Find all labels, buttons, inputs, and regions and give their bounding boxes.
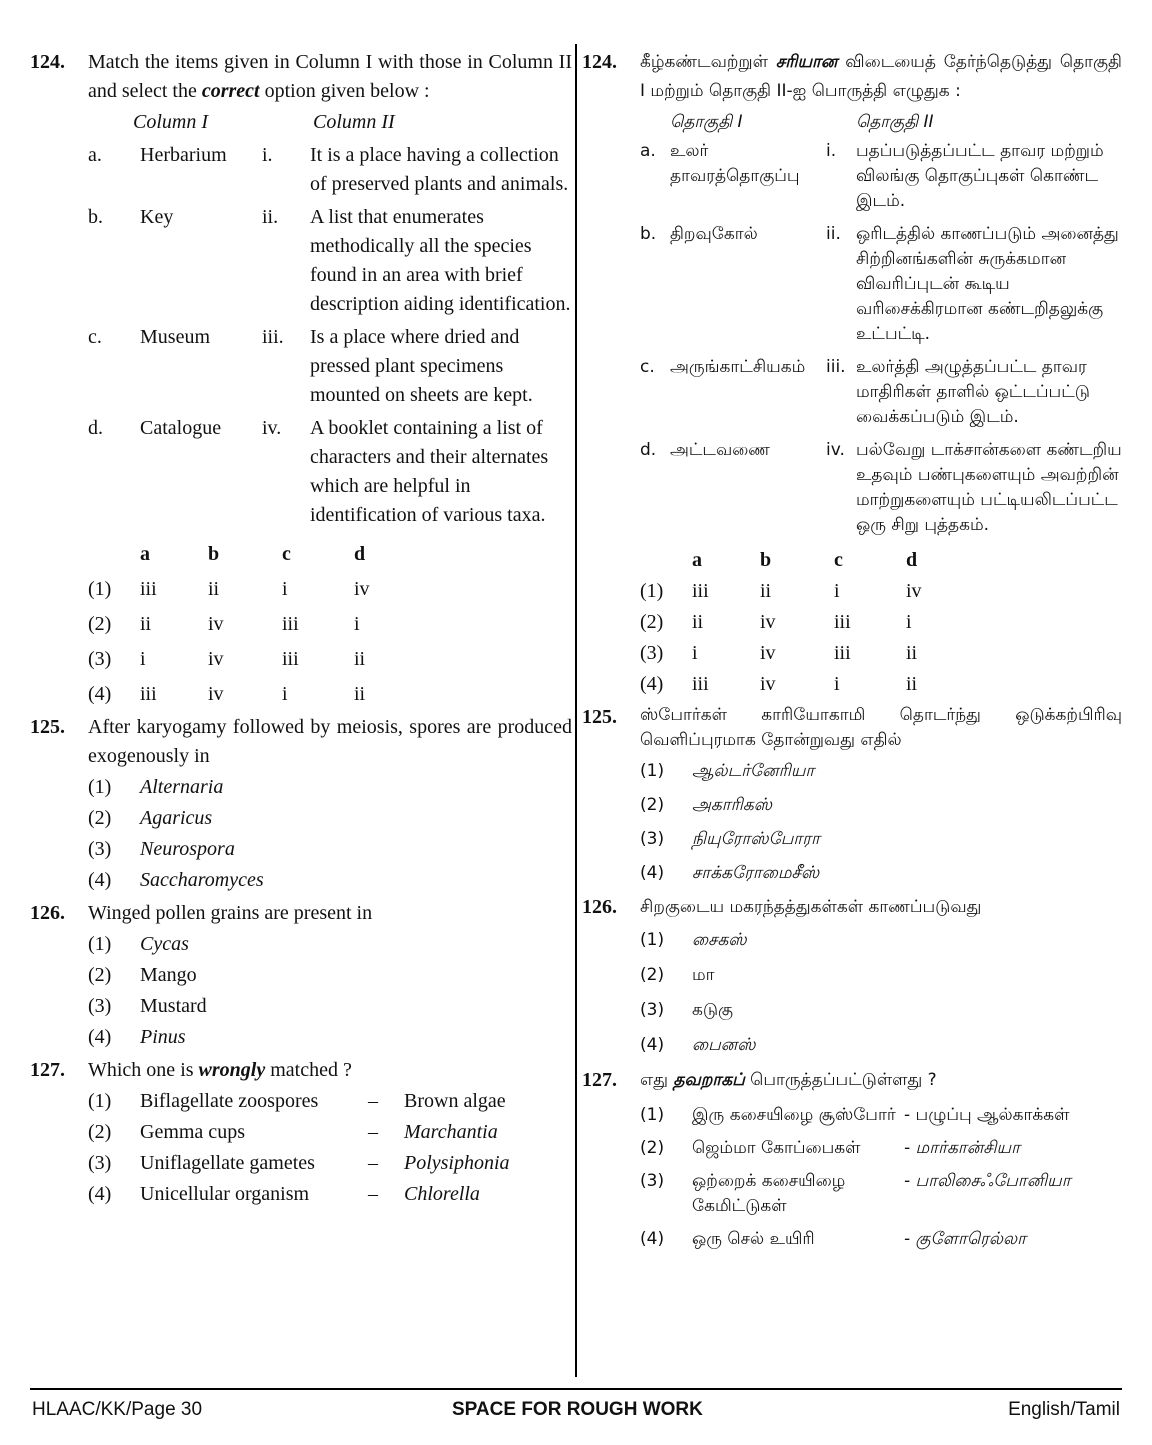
question-text: Which one is wrongly matched ?: [88, 1059, 352, 1081]
answer-header: a b c d: [692, 549, 918, 571]
option[interactable]: (2) Agaricus: [88, 807, 213, 829]
answer-header: a b c d: [140, 543, 366, 565]
column-1-header: Column I: [133, 111, 208, 133]
question-text: Winged pollen grains are present in: [88, 902, 373, 924]
question-125-en: [30, 713, 572, 895]
option[interactable]: (4) பைனஸ்: [640, 1035, 756, 1055]
question-text: கீழ்கண்டவற்றுள் சரியான விடையைத் தேர்ந்தெடுத்து தொகுதி I மற்றும் தொகுதி II-ஐ பொருத்தி எழுதுக :: [640, 52, 1122, 101]
option[interactable]: (3) நியுரோஸ்போரா: [640, 829, 820, 849]
match-row: d. Catalogue iv. A booklet containing a list of characters and their alternates which are helpful in identification of various taxa.: [88, 417, 549, 526]
question-text: Match the items given in Column I with those in Column II and select the correct option given below :: [88, 51, 572, 102]
answer-option[interactable]: (1) iii ii i iv: [640, 580, 922, 602]
column-1-header: தொகுதி I: [670, 112, 743, 132]
option[interactable]: (2) மா: [640, 965, 715, 985]
match-row: a. உலர் தாவரத்தொகுப்பு i. பதப்படுத்தப்பட்ட தாவர மற்றும் விலங்கு தொகுப்புகள் கொண்ட இடம்.: [640, 141, 1104, 211]
option[interactable]: (3) Neurospora: [88, 838, 235, 860]
option[interactable]: (1) இரு கசையிழை சூஸ்போர் - பழுப்பு ஆல்காக்கள்: [640, 1105, 1070, 1125]
option[interactable]: (3) Mustard: [88, 995, 207, 1017]
option[interactable]: (3) கடுகு: [640, 1000, 734, 1020]
question-124-en: [30, 48, 572, 709]
question-124-ta: [582, 48, 1122, 699]
column-headers: [640, 110, 1122, 135]
option[interactable]: (3) ஒற்றைக் கசையிழை கேமிட்டுகள் - பாலிசைஃபோனியா: [640, 1171, 1071, 1216]
question-126-en: [30, 899, 572, 1052]
answer-option[interactable]: (1) iii ii i iv: [88, 578, 370, 600]
column-divider: [575, 44, 577, 1377]
question-text: எது தவறாகப் பொருத்தப்பட்டுள்ளது ?: [640, 1070, 937, 1090]
question-127-ta: [582, 1066, 1122, 1252]
question-number: 126.: [582, 896, 617, 918]
match-row: b. திறவுகோல் ii. ஒரிடத்தில் காணப்படும் அனைத்து சிற்றினங்களின் சுருக்கமான விவரிப்புடன் கூடிய வரிசைக்கிரமான கண்டறிதலுக்கு உட்பட்டி.: [640, 224, 1119, 344]
footer-rule: [30, 1388, 1122, 1390]
language-label: English/Tamil: [1008, 1399, 1120, 1420]
english-column: [30, 48, 572, 1213]
option[interactable]: (4) Pinus: [88, 1026, 186, 1048]
option[interactable]: (4) Saccharomyces: [88, 869, 264, 891]
column-headers: [88, 108, 572, 137]
question-text: ஸ்போர்கள் காரியோகாமி தொடர்ந்து ஒடுக்கற்பிரிவு வெளிப்புரமாக தோன்றுவது எதில்: [640, 705, 1122, 750]
column-2-header: தொகுதி II: [856, 112, 934, 132]
answer-option[interactable]: (3) i iv iii ii: [88, 648, 366, 670]
answer-option[interactable]: (4) iii iv i ii: [88, 683, 366, 705]
question-number: 124.: [582, 51, 617, 73]
answer-option[interactable]: (4) iii iv i ii: [640, 673, 918, 695]
option[interactable]: (3) Uniflagellate gametes – Polysiphonia: [88, 1152, 510, 1174]
option[interactable]: (4) ஒரு செல் உயிரி - குளோரெல்லா: [640, 1229, 1026, 1249]
emphasis-wrongly: wrongly: [198, 1059, 266, 1081]
question-number: 125.: [30, 716, 65, 738]
match-row: a. Herbarium i. It is a place having a collection of preserved plants and animals.: [88, 144, 569, 195]
question-number: 127.: [30, 1059, 65, 1081]
answer-option[interactable]: (3) i iv iii ii: [640, 642, 918, 664]
question-text: சிறகுடைய மகரந்தத்துகள்கள் காணப்படுவது: [640, 897, 982, 917]
question-number: 126.: [30, 902, 65, 924]
question-125-ta: [582, 703, 1122, 889]
option[interactable]: (2) அகாரிகஸ்: [640, 795, 773, 815]
question-number: 127.: [582, 1069, 617, 1091]
match-row: c. Museum iii. Is a place where dried and pressed plant specimens mounted on sheets are kept.: [88, 326, 533, 406]
match-row: c. அருங்காட்சியகம் iii. உலர்த்தி அழுத்தப்பட்ட தாவர மாதிரிகள் தாளில் ஒட்டப்பட்டு வைக்கப்படும் இடம்.: [640, 357, 1090, 427]
answer-option[interactable]: (2) ii iv iii i: [640, 611, 912, 633]
question-126-ta: [582, 893, 1122, 1062]
option[interactable]: (1) Alternaria: [88, 776, 224, 798]
emphasis-correct: correct: [201, 80, 260, 102]
rough-work-label: SPACE FOR ROUGH WORK: [452, 1399, 703, 1420]
option[interactable]: (1) ஆல்டர்னேரியா: [640, 761, 815, 781]
question-number: 125.: [582, 706, 617, 728]
option[interactable]: (1) சைகஸ்: [640, 930, 747, 950]
page-code: HLAAC/KK/Page 30: [32, 1399, 203, 1420]
column-2-header: Column II: [313, 111, 395, 133]
answer-option[interactable]: (2) ii iv iii i: [88, 613, 360, 635]
option[interactable]: (1) Biflagellate zoospores – Brown algae: [88, 1090, 506, 1112]
option[interactable]: (2) Gemma cups – Marchantia: [88, 1121, 498, 1143]
question-number: 124.: [30, 51, 65, 73]
option[interactable]: (1) Cycas: [88, 933, 189, 955]
match-row: b. Key ii. A list that enumerates methodically all the species found in an area with brief description aiding identification.: [88, 206, 571, 315]
question-text: After karyogamy followed by meiosis, spores are produced exogenously in: [88, 716, 572, 767]
question-127-en: [30, 1056, 572, 1209]
option[interactable]: (2) ஜெம்மா கோப்பைகள் - மார்கான்சியா: [640, 1138, 1020, 1158]
option[interactable]: (4) Unicellular organism – Chlorella: [88, 1183, 480, 1205]
match-row: d. அட்டவணை iv. பல்வேறு டாக்சான்களை கண்டறிய உதவும் பண்புகளையும் அவற்றின் மாற்றுகளையும் பட்டியலிடப்பட்ட ஒரு சிறு புத்தகம்.: [640, 440, 1122, 535]
emphasis-correct: சரியான: [775, 52, 838, 72]
option[interactable]: (4) சாக்கரோமைசீஸ்: [640, 863, 820, 883]
option[interactable]: (2) Mango: [88, 964, 197, 986]
tamil-column: [582, 48, 1122, 1256]
emphasis-wrongly: தவறாகப்: [673, 1070, 745, 1090]
